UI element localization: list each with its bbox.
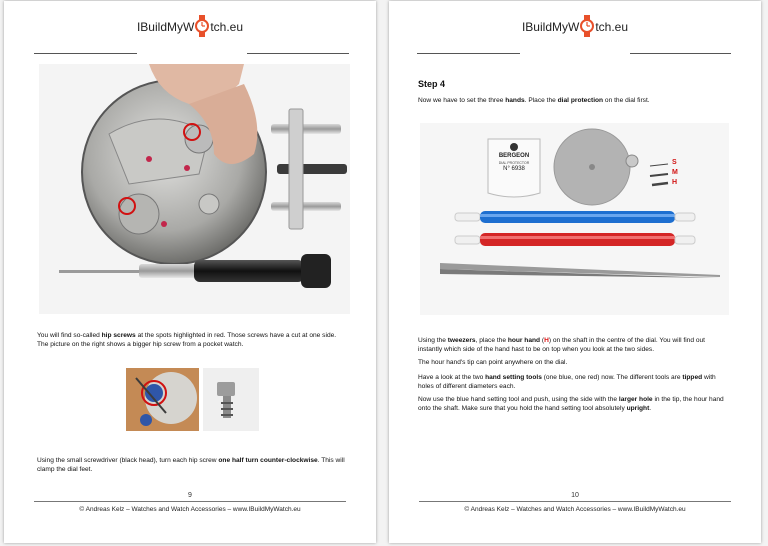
brand-logo bbox=[4, 15, 376, 37]
hand-tip-paragraph: The hour hand's tip can point anywhere on the dial. bbox=[418, 359, 568, 366]
watch-icon bbox=[195, 15, 209, 37]
push-hand-paragraph: Now use the blue hand setting tool and push, using the side with the larger hole in the tip, the hour hand onto the shaft. Make sure that you hold the hand setting tool absolutely upright. bbox=[418, 396, 724, 412]
dial-protector-label: DIAL PROTECTOR bbox=[498, 161, 530, 165]
seconds-hand-label: S bbox=[672, 159, 677, 166]
pocket-watch-hip-screw-photo bbox=[203, 368, 259, 431]
footer-left: © Andreas Kelz – Watches and Watch Accessories – www.IBuildMyWatch.eu bbox=[79, 506, 301, 513]
minute-hand-label: M bbox=[672, 169, 678, 176]
header-rule-right bbox=[630, 53, 731, 54]
tweezers-paragraph: Using the tweezers, place the hour hand (H) on the shaft in the centre of the dial. You will find out instantly which side of the hand hast to be on top when you look at the two sides. bbox=[418, 337, 706, 353]
page-number-left: 9 bbox=[188, 492, 192, 499]
hour-hand-marker: H bbox=[544, 337, 549, 344]
footer-rule-left bbox=[34, 501, 346, 502]
intro-paragraph: Now we have to set the three hands. Place the dial protection on the dial first. bbox=[418, 97, 650, 104]
tools-photo bbox=[420, 123, 729, 315]
step-title: Step 4 bbox=[418, 79, 446, 89]
movement-photo bbox=[39, 64, 350, 314]
page-right bbox=[389, 1, 761, 543]
page-left bbox=[4, 1, 376, 543]
watch-icon bbox=[580, 15, 594, 37]
brand-text-start: IBuildMyW bbox=[136, 20, 195, 34]
brand-text-end: tch.eu bbox=[210, 20, 244, 34]
page-number-right: 10 bbox=[571, 492, 579, 499]
turn-screw-paragraph: Using the small screwdriver (black head), turn each hip screw one half turn counter-clockwise. This will clamp the dial feet. bbox=[37, 457, 345, 473]
hip-screws-term: hip screws bbox=[101, 332, 136, 339]
brand-text-start: IBuildMyW bbox=[521, 20, 580, 34]
brand-logo bbox=[389, 15, 761, 37]
footer-rule-right bbox=[419, 501, 731, 502]
hour-hand-label: H bbox=[672, 179, 678, 186]
brand-text-end: tch.eu bbox=[595, 20, 629, 34]
hip-screw-closeup-photo bbox=[126, 368, 199, 431]
setting-tools-paragraph: Have a look at the two hand setting tools (one blue, one red) now. The different tools are tipped with holes of different diameters each. bbox=[418, 374, 716, 390]
header-rule-left bbox=[417, 53, 520, 54]
bergeon-label: BERGEON bbox=[498, 153, 530, 159]
footer-right: © Andreas Kelz – Watches and Watch Accessories – www.IBuildMyWatch.eu bbox=[464, 506, 686, 513]
header-rule-right bbox=[247, 53, 349, 54]
hip-screw-paragraph: You will find so-called hip screws at the spots highlighted in red. Those screws have a cut at one side. The picture on the right shows a bigger hip screw from a pocket watch. bbox=[37, 332, 337, 348]
half-turn-term: one half turn counter-clockwise bbox=[218, 457, 318, 464]
header-rule-left bbox=[34, 53, 137, 54]
dial-protector-number: N° 6938 bbox=[503, 166, 525, 172]
